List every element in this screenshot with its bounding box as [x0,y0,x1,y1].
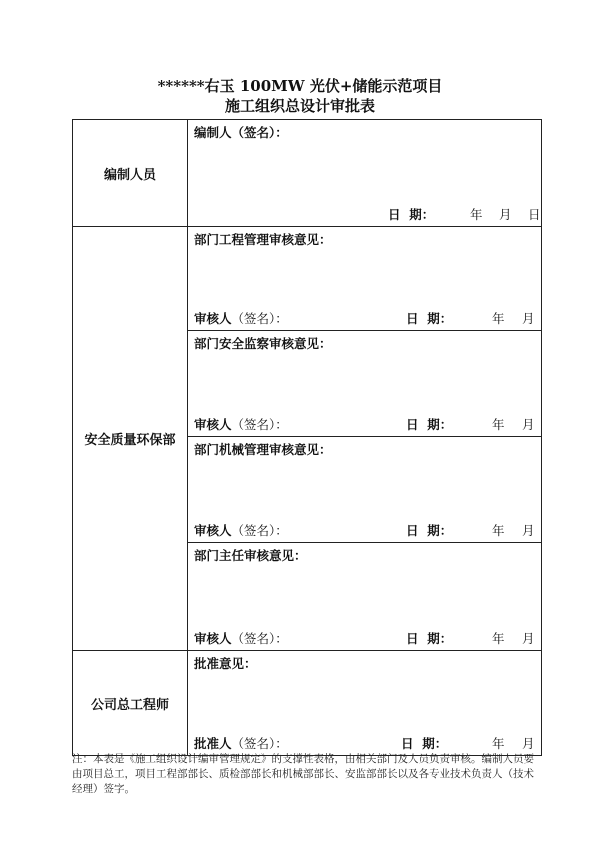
approval-table [72,119,542,756]
month-label: 月 [522,631,535,646]
approval-heading: 批准意见： [194,656,257,671]
reviewer-label: 审核人 [194,523,232,538]
sign-suffix: （签名）： [231,417,288,432]
review-cell-engineering [188,227,542,331]
sign-suffix: （签名）： [231,736,288,751]
approver-label: 批准人 [194,736,232,751]
month-label: 月 [522,736,535,751]
year-label: 年 [492,631,505,646]
review-heading: 部门工程管理审核意见： [194,232,332,247]
compiler-sign-label: 编制人（签名）： [194,125,288,140]
review-heading: 部门机械管理审核意见： [194,442,332,457]
date-label: 日 期： [406,631,453,646]
year-label: 年 [492,417,505,432]
compiler-cell [188,120,542,227]
date-label: 日 期： [401,736,448,751]
approver-sign-label [194,734,288,752]
compiler-year: 年 [470,207,483,222]
footnote: 注：本表是《施工组织设计编审管理规定》的支撑性表格，由相关部门及人员负责审核。编制人员要由项目总工，项目工程部部长、质检部部长和机械部部长、安监部部长以及各专业技术负责人（技术经理）签字。 [72,753,534,795]
year-label: 年 [492,523,505,538]
reviewer-label: 审核人 [194,631,232,646]
year-label: 年 [492,736,505,751]
compiler-label: 编制人员 [73,120,188,227]
date-label: 日 期： [406,311,453,326]
year-label: 年 [492,311,505,326]
review-cell-machinery [188,437,542,543]
compiler-month: 月 [499,207,512,222]
month-label: 月 [522,523,535,538]
chief-engineer-label: 公司总工程师 [73,651,188,756]
reviewer-label: 审核人 [194,417,232,432]
month-label: 月 [522,311,535,326]
compiler-day: 日 [528,207,541,222]
reviewer-sign-label [194,521,288,539]
safety-dept-label: 安全质量环保部 [73,227,188,651]
compiler-date-label: 日 期： [388,207,435,222]
date-label: 日 期： [406,523,453,538]
sign-suffix: （签名）： [231,523,288,538]
month-label: 月 [522,417,535,432]
review-heading: 部门安全监察审核意见： [194,336,332,351]
reviewer-sign-label [194,629,288,647]
review-heading: 部门主任审核意见： [194,548,307,563]
sign-suffix: （签名）： [231,311,288,326]
document-title-line2: 施工组织总设计审批表 [224,97,375,115]
sign-suffix: （签名）： [231,631,288,646]
review-cell-safety [188,331,542,437]
reviewer-label: 审核人 [194,311,232,326]
review-cell-director [188,543,542,651]
reviewer-sign-label [194,309,288,327]
date-label: 日 期： [406,417,453,432]
document-title-line1: ******右玉 100MW 光伏+储能示范项目 [157,77,443,95]
approval-cell [188,651,542,756]
reviewer-sign-label [194,415,288,433]
